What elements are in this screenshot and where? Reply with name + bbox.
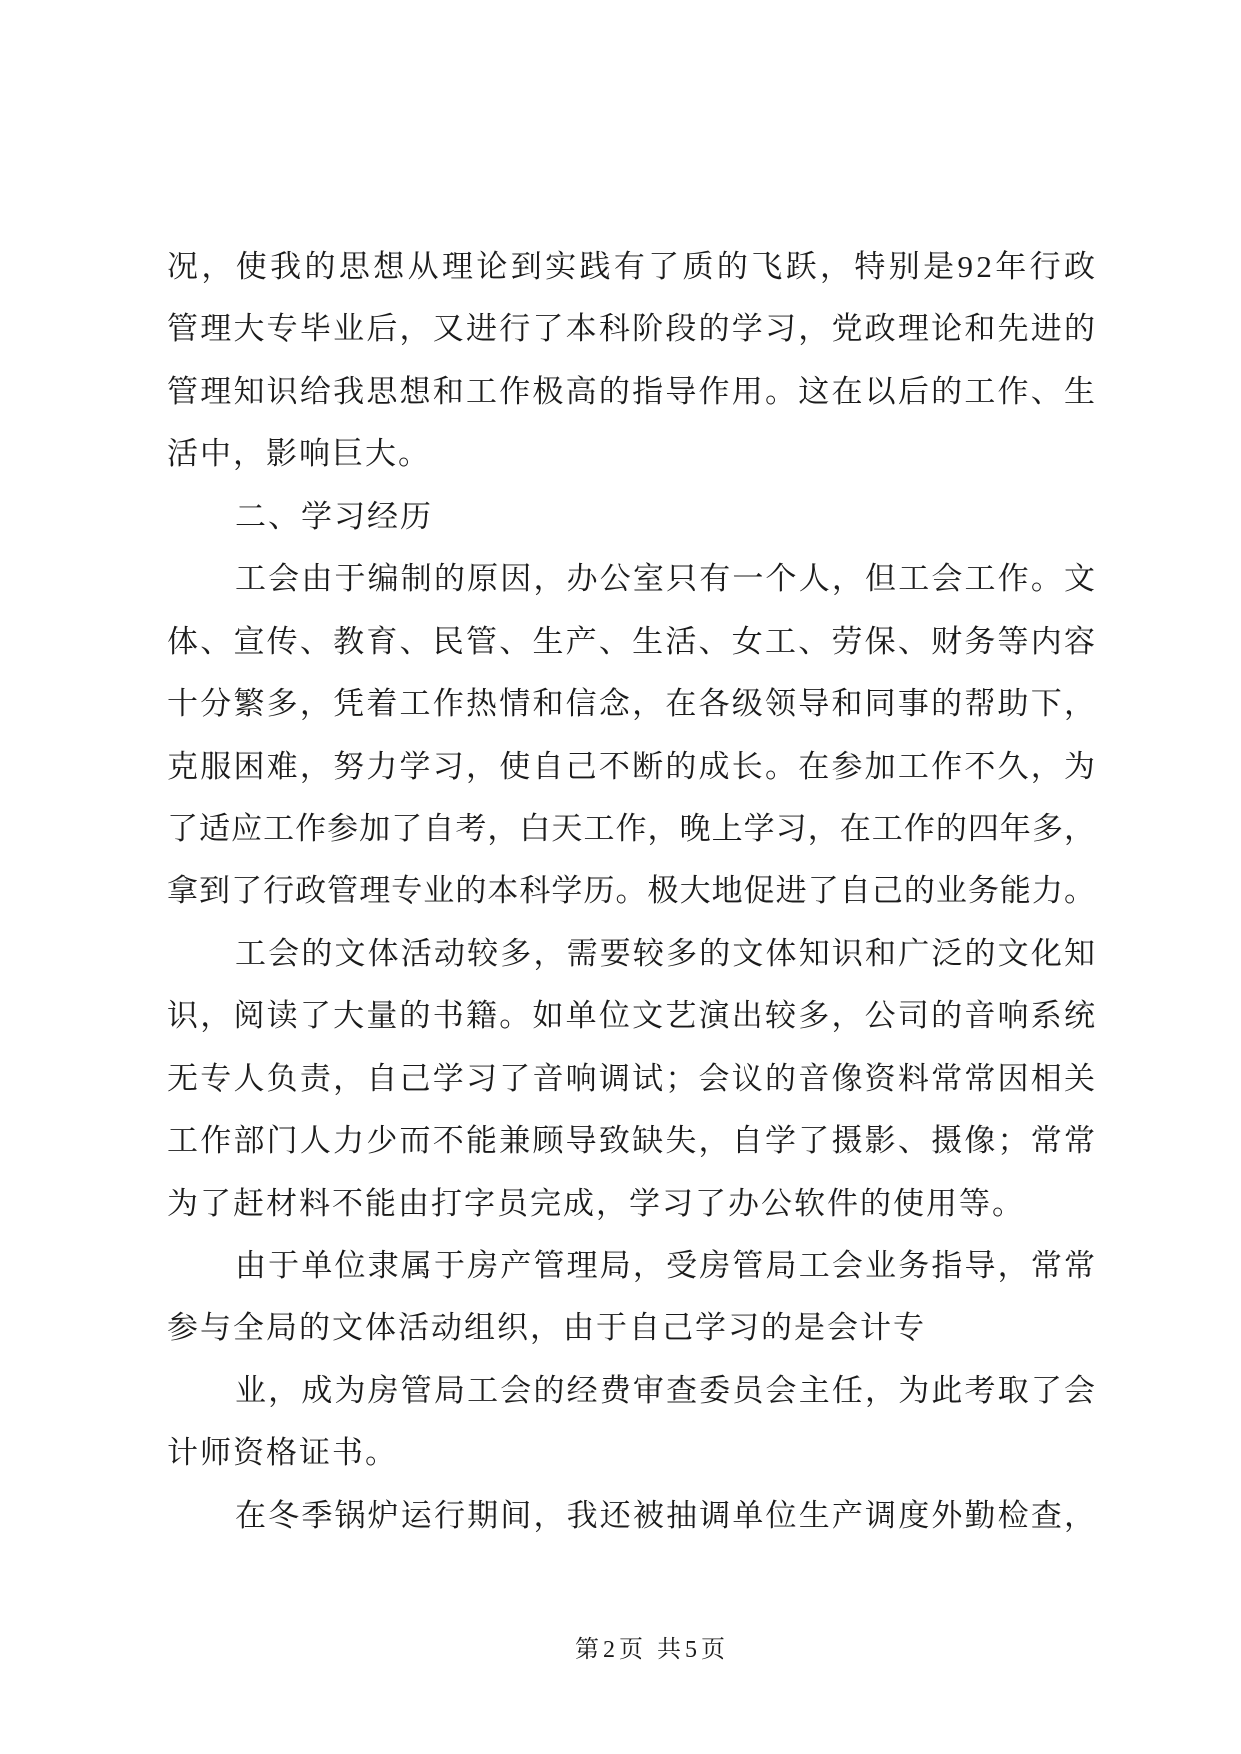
- line-text: 无专人负责，自己学习了音响调试；会议的音像资料常常因相关: [167, 1060, 1098, 1096]
- text-line: [167, 673, 1098, 735]
- text-line: [235, 1485, 1098, 1547]
- paragraph: [167, 1485, 1098, 1547]
- text-line: [167, 736, 1098, 798]
- text-line: [167, 236, 1099, 298]
- text-line: [235, 548, 1098, 610]
- text-line: [167, 361, 1098, 423]
- paragraph: [167, 923, 1098, 1235]
- section-heading: [167, 486, 1095, 548]
- text-line: [235, 1235, 1098, 1297]
- paragraph: [167, 548, 1098, 923]
- paragraph: [167, 1360, 1098, 1485]
- text-line: [167, 611, 1098, 673]
- page-footer: 第2页 共5页: [575, 1637, 729, 1663]
- line-text: 工会的文体活动较多，需要较多的文体知识和广泛的文化知: [235, 935, 1098, 971]
- text-line: [167, 798, 1095, 860]
- line-text: 业，成为房管局工会的经费审查委员会主任，为此考取了会: [235, 1372, 1098, 1408]
- line-text: 计师资格证书。: [167, 1435, 398, 1471]
- text-line: [235, 486, 1095, 548]
- line-text: 为了赶材料不能由打字员完成，学习了办公软件的使用等。: [167, 1185, 1025, 1221]
- text-line: [167, 985, 1098, 1047]
- paragraph: [167, 1235, 1098, 1360]
- line-text: 管理大专毕业后，又进行了本科阶段的学习，党政理论和先进的: [167, 311, 1098, 347]
- line-text: 况，使我的思想从理论到实践有了质的飞跃，特别是92年行政: [167, 249, 1099, 284]
- text-line: [167, 1110, 1098, 1172]
- line-text: 克服困难，努力学习，使自己不断的成长。在参加工作不久，为: [167, 748, 1098, 784]
- text-line: [235, 923, 1098, 985]
- paragraph: [167, 236, 1099, 486]
- line-text: 了适应工作参加了自考，白天工作，晚上学习，在工作的四年多，: [167, 810, 1097, 846]
- text-line: [167, 1048, 1098, 1110]
- line-text: 拿到了行政管理专业的本科学历。极大地促进了自己的业务能力。: [167, 873, 1097, 909]
- text-line: [235, 1360, 1098, 1422]
- line-text: 十分繁多，凭着工作热情和信念，在各级领导和同事的帮助下，: [167, 686, 1098, 722]
- line-text: 识，阅读了大量的书籍。如单位文艺演出较多，公司的音响系统: [167, 998, 1098, 1034]
- text-line: [167, 860, 1095, 922]
- heading-text: 二、学习经历: [235, 498, 433, 534]
- line-text: 工会由于编制的原因，办公室只有一个人，但工会工作。文: [235, 561, 1098, 597]
- line-text: 在冬季锅炉运行期间，我还被抽调单位生产调度外勤检查，: [235, 1497, 1098, 1533]
- line-text: 参与全局的文体活动组织，由于自己学习的是会计专: [167, 1310, 926, 1346]
- line-text: 体、宣传、教育、民管、生产、生活、女工、劳保、财务等内容: [167, 623, 1098, 659]
- line-text: 由于单位隶属于房产管理局，受房管局工会业务指导，常常: [235, 1248, 1098, 1283]
- text-line: [167, 298, 1098, 360]
- text-line: [167, 1422, 1095, 1484]
- text-line: [167, 1173, 1095, 1235]
- document-body: [167, 236, 1099, 1547]
- line-text: 工作部门人力少而不能兼顾导致缺失，自学了摄影、摄像；常常: [167, 1123, 1098, 1159]
- text-line: [167, 423, 1095, 485]
- text-line: [167, 1297, 1095, 1359]
- line-text: 管理知识给我思想和工作极高的指导作用。这在以后的工作、生: [167, 373, 1098, 409]
- line-text: 活中，影响巨大。: [167, 436, 431, 472]
